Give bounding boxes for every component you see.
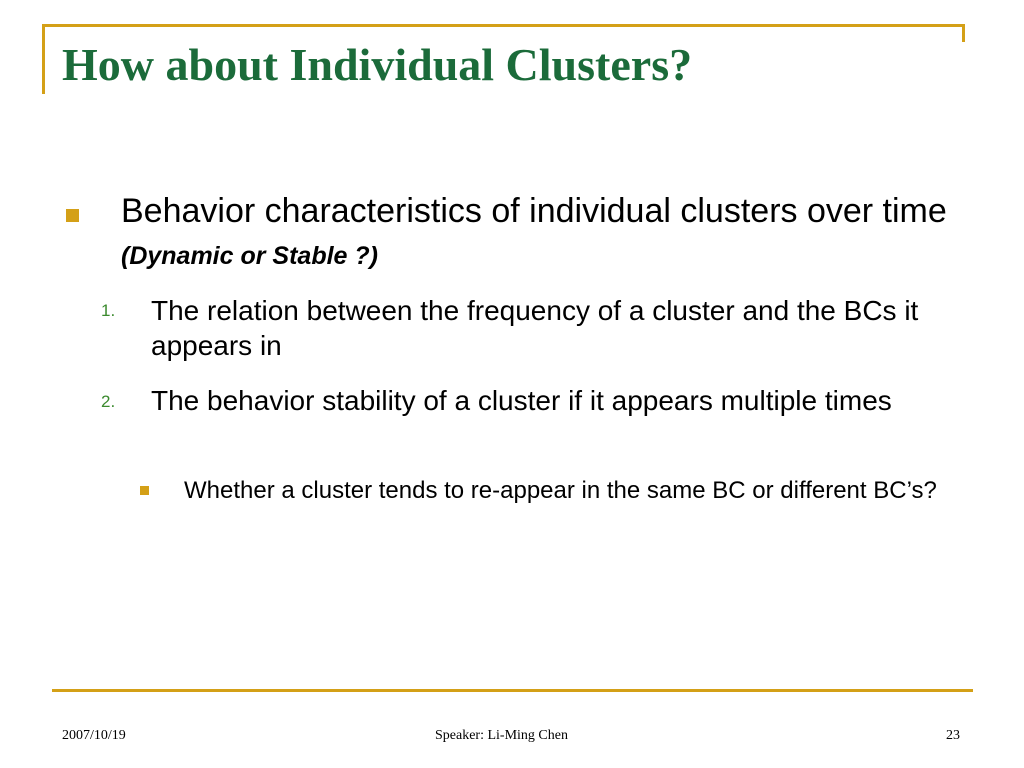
- frame-right-line: [962, 24, 965, 42]
- footer-date: 2007/10/19: [62, 728, 126, 743]
- footer-speaker: Speaker: Li-Ming Chen: [435, 728, 568, 743]
- footer-page-number: 23: [946, 728, 960, 743]
- frame-top-line: [43, 24, 964, 27]
- bullet-square-icon: [66, 209, 79, 222]
- frame-left-line: [42, 24, 45, 94]
- list-number-1: 1.: [101, 301, 116, 320]
- bullet-level1-text: Behavior characteristics of individual clusters over time: [121, 192, 947, 230]
- bullet-level1-emphasis: (Dynamic or Stable ?): [121, 242, 378, 270]
- numbered-item-2: The behavior stability of a cluster if it appears multiple times: [151, 385, 892, 416]
- numbered-item-1: The relation between the frequency of a cluster and the BCs it appears in: [151, 295, 919, 361]
- bullet-square-small-icon: [140, 486, 149, 495]
- bullet-level3: Whether a cluster tends to re-appear in the same BC or different BC’s?: [184, 477, 937, 504]
- slide-title: How about Individual Clusters?: [62, 39, 693, 90]
- list-number-2: 2.: [101, 392, 116, 411]
- bullet-level1: [121, 190, 961, 277]
- footer-divider: [52, 689, 973, 692]
